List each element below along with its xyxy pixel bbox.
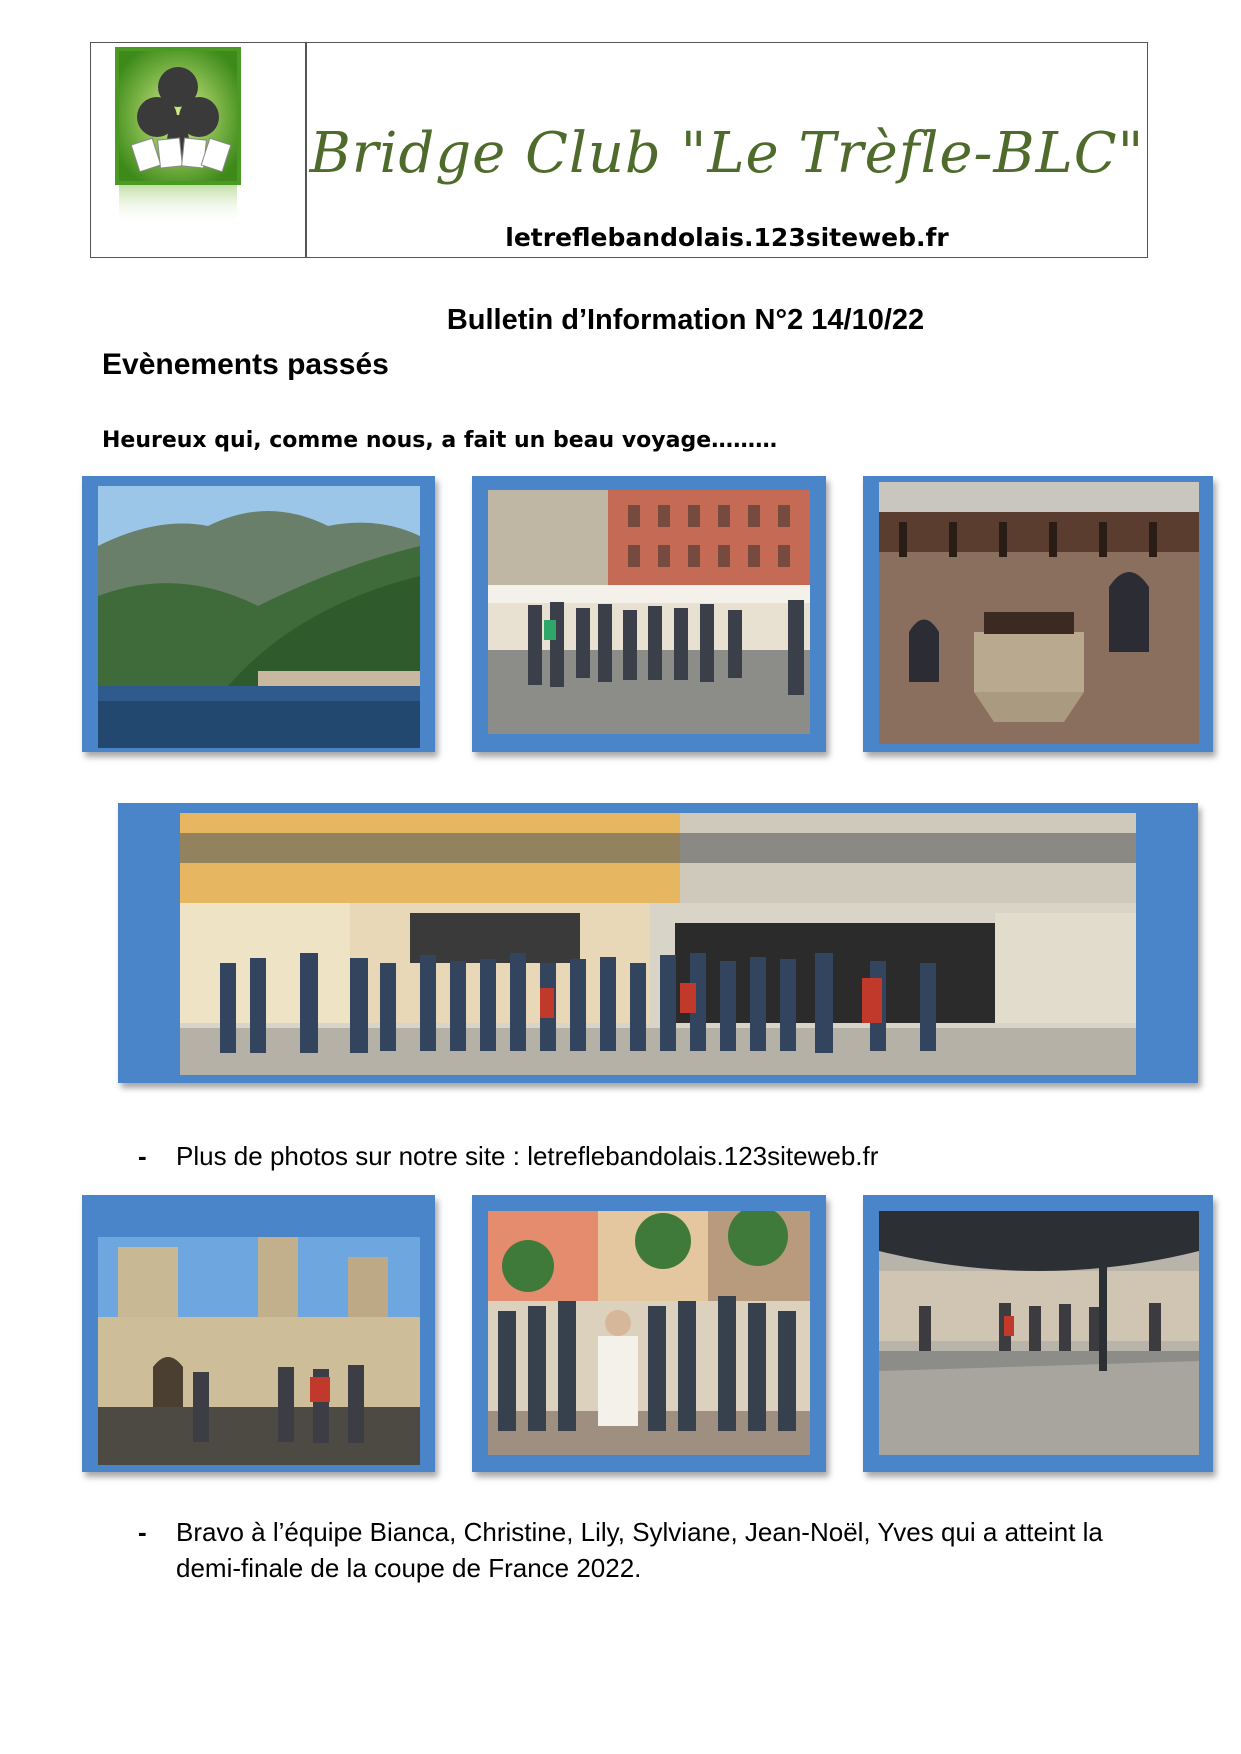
section-title: Evènements passés	[102, 348, 389, 381]
bullet-text: Plus de photos sur notre site : letreflebandolais.123siteweb.fr	[176, 1141, 879, 1171]
club-clover-icon	[113, 45, 243, 185]
lake-mountain-photo	[98, 486, 420, 748]
photo-frame	[863, 1195, 1213, 1472]
photo-frame	[118, 803, 1198, 1083]
photo-frame	[472, 476, 826, 752]
trip-subtitle: Heureux qui, comme nous, a fait un beau voyage………	[102, 428, 778, 453]
covered-market-photo	[879, 1211, 1199, 1455]
bullet-dash: -	[138, 1141, 147, 1171]
photo-frame	[472, 1195, 826, 1472]
photo-frame	[863, 476, 1213, 752]
square-group-photo	[488, 490, 810, 734]
castle-photo	[98, 1237, 420, 1465]
club-title: Bridge Club "Le Trèfle-BLC"	[309, 121, 1145, 186]
bulletin-title: Bulletin d’Information N°2 14/10/22	[446, 304, 925, 336]
bullet-text: Bravo à l’équipe Bianca, Christine, Lily, Sylviane, Jean-Noël, Yves qui a atteint la demi-finale de la coupe de France 2022.	[176, 1517, 1103, 1583]
website-url[interactable]: letreflebandolais.123siteweb.fr	[505, 223, 949, 252]
palm-square-photo	[488, 1211, 810, 1455]
header-box	[90, 42, 1148, 258]
balcony-photo	[879, 482, 1199, 744]
bullet-dash: -	[138, 1517, 147, 1547]
street-group-photo	[180, 813, 1136, 1075]
photo-frame	[82, 1195, 435, 1472]
photo-frame	[82, 476, 435, 752]
